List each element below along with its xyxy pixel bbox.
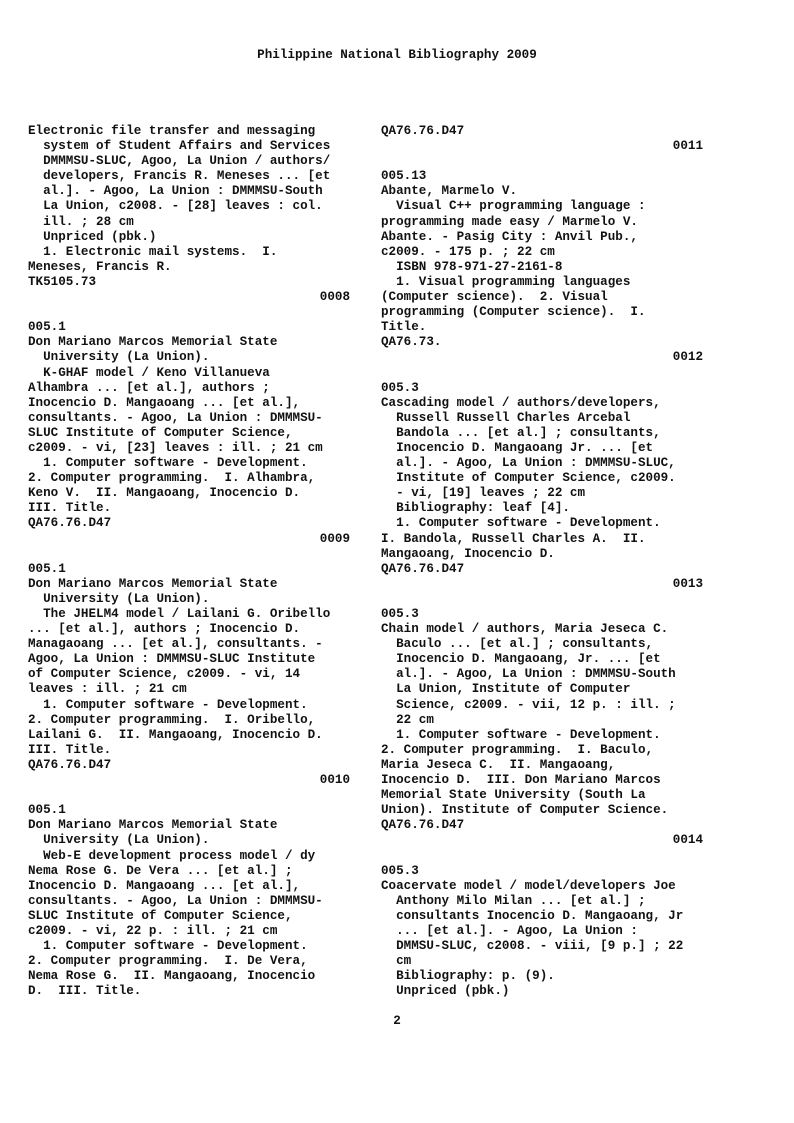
entry-line: QA76.76.D47 — [381, 561, 465, 576]
entry-line: ... [et al.]. - Agoo, La Union : — [381, 923, 638, 938]
record-number: 0009 — [319, 531, 350, 546]
entry-line: 1. Computer software - Development. — [28, 456, 308, 471]
right-column — [381, 124, 703, 999]
entry-line: Abante. - Pasig City : Anvil Pub., — [381, 229, 638, 244]
entry-line: Title. — [381, 320, 427, 335]
entry-line: TK5105.73 — [28, 274, 97, 289]
entry-line: Inocencio D. Mangaoang, Jr. ... [et — [381, 652, 661, 667]
entry-line: Maria Jeseca C. II. Mangaoang, — [381, 757, 616, 772]
entry-line: Nema Rose G. De Vera ... [et al.] ; — [28, 863, 293, 878]
entry-line: ISBN 978-971-27-2161-8 — [381, 259, 563, 274]
entry-line: - vi, [19] leaves ; 22 cm — [381, 486, 586, 501]
entry-line: Inocencio D. Mangaoang ... [et al.], — [28, 878, 301, 893]
entry-line: SLUC Institute of Computer Science, — [28, 425, 293, 440]
entry-line: Union). Institute of Computer Science. — [381, 803, 669, 818]
entry-line: University (La Union). — [28, 350, 210, 365]
entry-line: QA76.76.D47 — [28, 516, 112, 531]
entry-line: Coacervate model / model/developers Joe — [381, 878, 676, 893]
entry-line: Abante, Marmelo V. — [381, 184, 518, 199]
entry-line: ... [et al.], authors ; Inocencio D. — [28, 622, 301, 637]
entry-line: Inocencio D. Mangaoang ... [et al.], — [28, 395, 301, 410]
entry-line: SLUC Institute of Computer Science, — [28, 908, 293, 923]
blank-line — [381, 154, 703, 169]
entry-line: La Union, Institute of Computer — [381, 682, 631, 697]
entry-line: Unpriced (pbk.) — [381, 984, 510, 999]
entry-line: Meneses, Francis R. — [28, 259, 172, 274]
entry-line: Keno V. II. Mangaoang, Inocencio D. — [28, 486, 301, 501]
entry-line: Lailani G. II. Mangaoang, Inocencio D. — [28, 727, 323, 742]
entry-line: Russell Russell Charles Arcebal — [381, 410, 631, 425]
entry-line: Web-E development process model / dy — [28, 848, 316, 863]
entry-line: ill. ; 28 cm — [28, 214, 134, 229]
entry-line: al.]. - Agoo, La Union : DMMMSU-South — [28, 184, 323, 199]
entry-line: Electronic file transfer and messaging — [28, 124, 316, 138]
entry-line: c2009. - vi, 22 p. : ill. ; 21 cm — [28, 923, 278, 938]
entry-line: c2009. - 175 p. ; 22 cm — [381, 244, 555, 259]
entry-line: University (La Union). — [28, 591, 210, 606]
entry-line: developers, Francis R. Meneses ... [et — [28, 169, 331, 184]
entry-line: 1. Visual programming languages — [381, 274, 631, 289]
entry-line: 22 cm — [381, 712, 434, 727]
entry-line: 005.13 — [381, 169, 427, 184]
entry-line: 1. Computer software - Development. — [381, 727, 661, 742]
entry-line: Nema Rose G. II. Mangaoang, Inocencio — [28, 969, 316, 984]
entry-line: QA76.76.D47 — [381, 818, 465, 833]
entry-line: Bibliography: leaf [4]. — [381, 501, 570, 516]
record-number: 0010 — [319, 773, 350, 788]
page-title: Philippine National Bibliography 2009 — [257, 48, 537, 62]
entry-line: Visual C++ programming language : — [381, 199, 646, 214]
entry-line: Managaoang ... [et al.], consultants. - — [28, 637, 323, 652]
entry-line: 005.1 — [28, 320, 66, 335]
entry-line: 1. Computer software - Development. — [28, 939, 308, 954]
entry-line: of Computer Science, c2009. - vi, 14 — [28, 667, 301, 682]
entry-line: QA76.76.D47 — [28, 757, 112, 772]
blank-line — [381, 592, 703, 607]
blank-line — [28, 547, 350, 562]
entry-line: Inocencio D. III. Don Mariano Marcos — [381, 773, 661, 788]
entry-line: leaves : ill. ; 21 cm — [28, 682, 187, 697]
entry-line: Baculo ... [et al.] ; consultants, — [381, 637, 654, 652]
entry-line: (Computer science). 2. Visual — [381, 290, 608, 305]
entry-line: Don Mariano Marcos Memorial State — [28, 818, 278, 833]
entry-line: consultants. - Agoo, La Union : DMMMSU- — [28, 410, 323, 425]
entry-line: 2. Computer programming. I. Baculo, — [381, 742, 654, 757]
entry-line: Anthony Milo Milan ... [et al.] ; — [381, 893, 646, 908]
page-number: 2 — [393, 1014, 401, 1028]
record-number: 0008 — [319, 290, 350, 305]
entry-line: III. Title. — [28, 501, 112, 516]
entry-line: Memorial State University (South La — [381, 788, 646, 803]
entry-line: 005.3 — [381, 863, 419, 878]
entry-line: Alhambra ... [et al.], authors ; — [28, 380, 270, 395]
entry-line: programming made easy / Marmelo V. — [381, 214, 638, 229]
entry-line: programming (Computer science). I. — [381, 305, 646, 320]
entry-line: Agoo, La Union : DMMMSU-SLUC Institute — [28, 652, 316, 667]
entry-line: Mangaoang, Inocencio D. — [381, 546, 555, 561]
entry-line: Don Mariano Marcos Memorial State — [28, 576, 278, 591]
entry-line: D. III. Title. — [28, 984, 142, 999]
entry-line: DMMMSU-SLUC, Agoo, La Union / authors/ — [28, 154, 331, 169]
entry-line: Institute of Computer Science, c2009. — [381, 471, 676, 486]
entry-line: Science, c2009. - vii, 12 p. : ill. ; — [381, 697, 676, 712]
entry-line: 005.3 — [381, 380, 419, 395]
record-number: 0011 — [672, 139, 703, 154]
entry-line: consultants Inocencio D. Mangaoang, Jr — [381, 908, 684, 923]
entry-line: Bandola ... [et al.] ; consultants, — [381, 425, 661, 440]
blank-line — [381, 849, 703, 864]
entry-line: consultants. - Agoo, La Union : DMMMSU- — [28, 893, 323, 908]
entry-line: 1. Computer software - Development. — [28, 697, 308, 712]
blank-line — [28, 788, 350, 803]
entry-line: DMMSU-SLUC, c2008. - viii, [9 p.] ; 22 — [381, 939, 684, 954]
blank-line — [381, 366, 703, 381]
left-column — [28, 124, 350, 999]
entry-line: I. Bandola, Russell Charles A. II. — [381, 531, 646, 546]
entry-line: al.]. - Agoo, La Union : DMMMSU-South — [381, 667, 676, 682]
entry-line: system of Student Affairs and Services — [28, 139, 331, 154]
entry-line: Don Mariano Marcos Memorial State — [28, 335, 278, 350]
entry-line: al.]. - Agoo, La Union : DMMMSU-SLUC, — [381, 456, 676, 471]
entry-line: K-GHAF model / Keno Villanueva — [28, 365, 270, 380]
entry-line: Inocencio D. Mangaoang Jr. ... [et — [381, 440, 654, 455]
entry-line: 2. Computer programming. I. De Vera, — [28, 954, 308, 969]
entry-line: 005.3 — [381, 607, 419, 621]
entry-line: 2. Computer programming. I. Oribello, — [28, 712, 316, 727]
entry-line: III. Title. — [28, 742, 112, 757]
entry-line: 2. Computer programming. I. Alhambra, — [28, 471, 316, 486]
entry-line: Chain model / authors, Maria Jeseca C. — [381, 622, 669, 637]
entry-line: The JHELM4 model / Lailani G. Oribello — [28, 607, 331, 621]
entry-line: La Union, c2008. - [28] leaves : col. — [28, 199, 323, 214]
entry-line: University (La Union). — [28, 833, 210, 848]
entry-line: 1. Electronic mail systems. I. — [28, 244, 278, 259]
blank-line — [28, 305, 350, 320]
entry-line: 005.1 — [28, 561, 66, 576]
entry-line: QA76.76.D47 — [381, 124, 465, 138]
record-number: 0014 — [672, 833, 703, 848]
entry-line: cm — [381, 954, 412, 969]
entry-line: Unpriced (pbk.) — [28, 229, 157, 244]
entry-line: QA76.73. — [381, 335, 442, 350]
record-number: 0013 — [672, 576, 703, 591]
record-number: 0012 — [672, 350, 703, 365]
entry-line: Bibliography: p. (9). — [381, 969, 555, 984]
entry-line: c2009. - vi, [23] leaves : ill. ; 21 cm — [28, 440, 323, 455]
entry-line: Cascading model / authors/developers, — [381, 395, 661, 410]
entry-line: 1. Computer software - Development. — [381, 516, 661, 531]
entry-line: 005.1 — [28, 803, 66, 818]
